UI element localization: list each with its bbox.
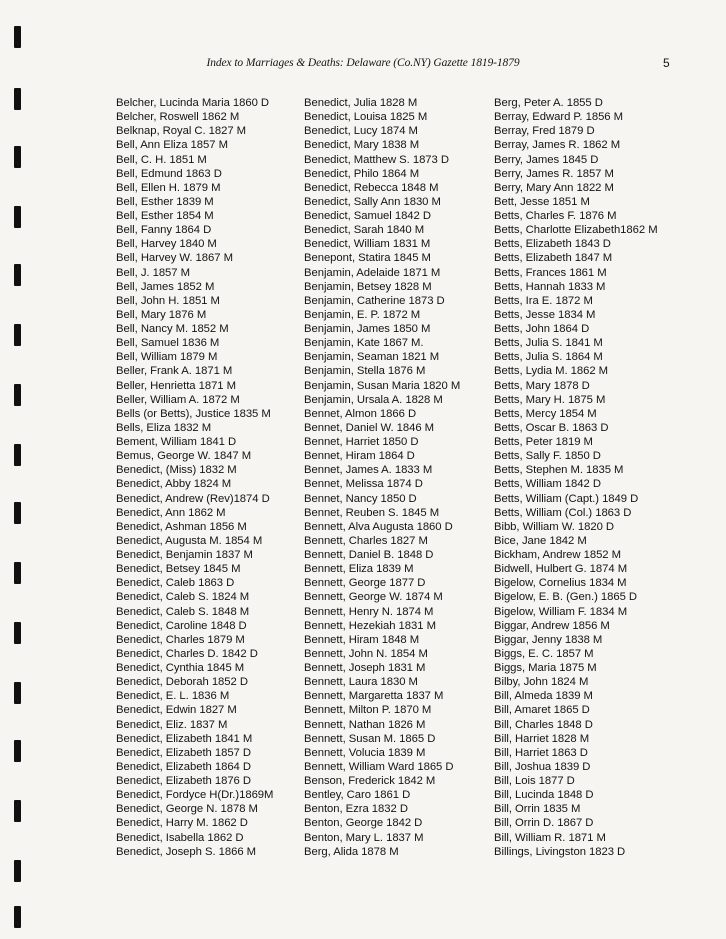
index-entry: Benedict, Mary 1838 M	[304, 139, 420, 152]
index-entry: Benedict, Andrew (Rev)1874 D	[116, 492, 270, 505]
index-entry: Beller, William A. 1872 M	[116, 393, 240, 406]
index-entry: Benton, Ezra 1832 D	[304, 803, 408, 816]
index-entry: Bennett, William Ward 1865 D	[304, 760, 454, 773]
page-number: 5	[663, 56, 670, 70]
punch-hole	[14, 682, 21, 704]
punch-hole	[14, 206, 21, 228]
index-entry: Benedict, Philo 1864 M	[304, 167, 420, 180]
index-entry: Benjamin, Betsey 1828 M	[304, 280, 432, 293]
index-entry: Bennett, Milton P. 1870 M	[304, 704, 432, 717]
index-entry: Benjamin, Stella 1876 M	[304, 365, 426, 378]
index-entry: Benson, Frederick 1842 M	[304, 775, 436, 787]
punch-hole	[14, 26, 21, 48]
index-entry: Bennett, Charles 1827 M	[304, 534, 428, 547]
index-entry: Bill, Charles 1848 D	[494, 718, 593, 731]
index-entry: Betts, William (Col.) 1863 D	[494, 506, 632, 519]
index-entry: Bill, William R. 1871 M	[494, 831, 606, 844]
index-entry: Beller, Henrietta 1871 M	[116, 379, 236, 392]
index-entry: Benedict, Caleb S. 1824 M	[116, 591, 250, 604]
index-entry: Bennet, James A. 1833 M	[304, 464, 433, 477]
index-entry: Benedict, George N. 1878 M	[116, 803, 258, 816]
index-entry: Bement, William 1841 D	[116, 436, 237, 448]
index-entry: Bigelow, E. B. (Gen.) 1865 D	[494, 591, 638, 604]
index-entry: Betts, John 1864 D	[494, 323, 590, 335]
index-entry: Benjamin, Adelaide 1871 M	[304, 266, 441, 279]
index-entry: Betts, Frances 1861 M	[494, 266, 607, 279]
index-entry: Bennett, Hezekiah 1831 M	[304, 619, 436, 632]
index-entry: Bill, Orrin 1835 M	[494, 803, 581, 816]
punch-hole	[14, 444, 21, 466]
index-entry: Betts, Lydia M. 1862 M	[494, 365, 609, 378]
index-entry: Bennett, Eliza 1839 M	[304, 563, 414, 576]
index-entry: Bennett, Volucia 1839 M	[304, 746, 426, 759]
index-entry: Betts, Charlotte Elizabeth1862 M	[494, 224, 658, 237]
index-entry: Benedict, Samuel 1842 D	[304, 210, 431, 222]
index-entry: Beller, Frank A. 1871 M	[116, 365, 233, 378]
index-entry: Bell, Mary 1876 M	[116, 308, 207, 321]
index-entry: Bell, Nancy M. 1852 M	[116, 323, 229, 335]
index-entry: Betts, Hannah 1833 M	[494, 280, 606, 293]
index-entry: Biggs, E. C. 1857 M	[494, 647, 594, 660]
index-entry: Bell, Esther 1854 M	[116, 210, 214, 222]
index-entry: Benedict, Sarah 1840 M	[304, 224, 425, 237]
index-entry: Benedict, Edwin 1827 M	[116, 704, 237, 717]
index-entry: Biggs, Maria 1875 M	[494, 662, 597, 674]
punch-hole	[14, 324, 21, 346]
index-entry: Bell, William 1879 M	[116, 351, 218, 364]
index-entry: Benedict, Betsey 1845 M	[116, 563, 241, 576]
index-entry: Bell, Ellen H. 1879 M	[116, 181, 221, 194]
index-entry: Betts, Julia S. 1864 M	[494, 351, 603, 364]
index-entry: Bennett, Alva Augusta 1860 D	[304, 520, 453, 533]
index-entry: Bennett, Henry N. 1874 M	[304, 605, 434, 618]
index-entry: Berg, Peter A. 1855 D	[494, 97, 603, 109]
index-entry: Benjamin, Seaman 1821 M	[304, 351, 440, 364]
index-entry: Bell, J. 1857 M	[116, 266, 190, 279]
index-entry: Bell, Esther 1839 M	[116, 195, 214, 208]
index-entry: Bill, Harriet 1863 D	[494, 746, 588, 759]
index-entry: Benedict, Caroline 1848 D	[116, 619, 247, 632]
index-entry: Bell, Samuel 1836 M	[116, 337, 220, 350]
index-entry: Betts, Elizabeth 1847 M	[494, 252, 613, 265]
index-entry: Benedict, William 1831 M	[304, 238, 431, 251]
index-entry: Benjamin, Susan Maria 1820 M	[304, 379, 461, 392]
index-entry: Betts, Mary H. 1875 M	[494, 393, 606, 406]
index-entry: Benedict, Elizabeth 1841 M	[116, 732, 253, 745]
index-entry: Berg, Alida 1878 M	[304, 845, 399, 858]
page-title: Index to Marriages & Deaths: Delaware (Co.NY) Gazette 1819-1879	[206, 57, 520, 69]
index-entry: Bill, Amaret 1865 D	[494, 704, 590, 717]
index-entry: Benedict, Ann 1862 M	[116, 506, 226, 519]
index-entry: Betts, Oscar B. 1863 D	[494, 421, 609, 434]
index-entry: Benedict, Joseph S. 1866 M	[116, 845, 256, 858]
index-entry: Bennett, George 1877 D	[304, 577, 426, 590]
index-entry: Bells (or Betts), Justice 1835 M	[116, 407, 271, 420]
index-entry: Bell, C. H. 1851 M	[116, 153, 207, 166]
punch-hole	[14, 146, 21, 168]
index-entry: Benedict, Augusta M. 1854 M	[116, 534, 263, 547]
index-entry: Benedict, Elizabeth 1864 D	[116, 760, 251, 773]
index-entry: Benjamin, Catherine 1873 D	[304, 294, 445, 307]
index-entry: Benedict, Lucy 1874 M	[304, 125, 418, 138]
index-entry: Bennett, Susan M. 1865 D	[304, 732, 436, 745]
index-entry: Betts, Elizabeth 1843 D	[494, 238, 611, 251]
index-entry: Bentley, Caro 1861 D	[304, 789, 411, 802]
index-entry: Bell, Edmund 1863 D	[116, 167, 222, 180]
index-entry: Benedict, Ashman 1856 M	[116, 520, 247, 533]
index-entry: Betts, Stephen M. 1835 M	[494, 464, 624, 477]
index-entry: Bett, Jesse 1851 M	[494, 195, 590, 208]
index-entry: Betts, Ira E. 1872 M	[494, 294, 593, 307]
index-entry: Bennett, Hiram 1848 M	[304, 633, 420, 646]
index-entry: Bemus, George W. 1847 M	[116, 450, 252, 463]
index-entry: Bennett, Margaretta 1837 M	[304, 690, 444, 703]
index-entry: Benedict, E. L. 1836 M	[116, 690, 230, 703]
index-entry: Benedict, Julia 1828 M	[304, 97, 418, 109]
index-entry: Benedict, Rebecca 1848 M	[304, 181, 439, 194]
index-entry: Bell, Ann Eliza 1857 M	[116, 139, 228, 152]
index-entry: Bibb, William W. 1820 D	[494, 520, 615, 533]
punch-hole	[14, 860, 21, 882]
index-entry: Benedict, Elizabeth 1857 D	[116, 746, 251, 759]
punch-hole	[14, 906, 21, 928]
index-entry: Bell, Harvey 1840 M	[116, 238, 217, 251]
index-entry: Betts, Mercy 1854 M	[494, 407, 597, 420]
index-entry: Bickham, Andrew 1852 M	[494, 549, 621, 561]
index-entry: Betts, Sally F. 1850 D	[494, 450, 601, 463]
punch-hole	[14, 562, 21, 584]
index-entry: Benjamin, James 1850 M	[304, 323, 431, 335]
index-entry: Bilby, John 1824 M	[494, 676, 589, 689]
index-entry: Betts, Mary 1878 D	[494, 379, 590, 392]
index-entry: Betts, Peter 1819 M	[494, 436, 593, 448]
index-entry: Bice, Jane 1842 M	[494, 534, 587, 547]
index-entry: Bill, Lois 1877 D	[494, 775, 575, 787]
index-entry: Belknap, Royal C. 1827 M	[116, 125, 247, 138]
index-entry: Bill, Orrin D. 1867 D	[494, 817, 594, 830]
punch-hole	[14, 740, 21, 762]
index-entry: Bigelow, William F. 1834 M	[494, 605, 628, 618]
punch-hole	[14, 384, 21, 406]
index-entry: Bennet, Harriet 1850 D	[304, 436, 419, 448]
index-entry: Benedict, Deborah 1852 D	[116, 676, 248, 689]
index-entry: Berry, Mary Ann 1822 M	[494, 181, 614, 194]
index-entry: Bennett, Daniel B. 1848 D	[304, 549, 434, 561]
index-entry: Bidwell, Hulbert G. 1874 M	[494, 563, 628, 576]
index-entry: Bell, Harvey W. 1867 M	[116, 252, 233, 265]
index-entry: Benton, George 1842 D	[304, 817, 423, 830]
index-entry: Bell, Fanny 1864 D	[116, 224, 212, 237]
index-entry: Bennett, Laura 1830 M	[304, 676, 418, 689]
index-entry: Benedict, Harry M. 1862 D	[116, 817, 248, 830]
index-entry: Bennet, Hiram 1864 D	[304, 450, 415, 463]
index-entry: Benjamin, E. P. 1872 M	[304, 308, 421, 321]
punch-hole	[14, 88, 21, 110]
punch-hole	[14, 622, 21, 644]
index-entry: Bigelow, Cornelius 1834 M	[494, 577, 627, 590]
index-entry: Benedict, Louisa 1825 M	[304, 111, 428, 124]
index-entry: Bennet, Almon 1866 D	[304, 407, 417, 420]
index-entry: Benedict, Caleb 1863 D	[116, 577, 235, 590]
index-column-3	[494, 96, 719, 859]
index-entry: Benepont, Statira 1845 M	[304, 252, 431, 265]
index-entry: Benedict, Charles 1879 M	[116, 633, 245, 646]
index-entry: Bill, Almeda 1839 M	[494, 690, 593, 703]
index-entry: Benedict, Caleb S. 1848 M	[116, 605, 250, 618]
index-entry: Benedict, Matthew S. 1873 D	[304, 153, 449, 166]
index-entry: Bennett, George W. 1874 M	[304, 591, 443, 604]
index-entry: Bennett, John N. 1854 M	[304, 647, 428, 660]
index-entry: Bennett, Nathan 1826 M	[304, 718, 426, 731]
index-column-2	[304, 96, 494, 859]
index-entry: Bill, Joshua 1839 D	[494, 760, 591, 773]
index-entry: Benedict, Elizabeth 1876 D	[116, 775, 251, 787]
index-entry: Bells, Eliza 1832 M	[116, 421, 212, 434]
index-entry: Betts, Jesse 1834 M	[494, 308, 596, 321]
index-entry: Betts, William (Capt.) 1849 D	[494, 492, 639, 505]
index-entry: Betts, William 1842 D	[494, 478, 601, 491]
punch-hole	[14, 502, 21, 524]
index-entry: Benedict, (Miss) 1832 M	[116, 464, 237, 477]
index-entry: Benedict, Cynthia 1845 M	[116, 662, 245, 674]
index-entry: Benedict, Fordyce H(Dr.)1869M	[116, 789, 274, 802]
index-column-1	[116, 96, 304, 859]
index-entry: Bill, Lucinda 1848 D	[494, 789, 594, 802]
index-entry: Billings, Livingston 1823 D	[494, 845, 626, 858]
index-entry: Berray, Fred 1879 D	[494, 125, 595, 138]
index-entry: Biggar, Jenny 1838 M	[494, 633, 603, 646]
index-entry: Betts, Charles F. 1876 M	[494, 210, 617, 222]
index-entry: Bell, James 1852 M	[116, 280, 215, 293]
index-entry: Benedict, Charles D. 1842 D	[116, 647, 258, 660]
index-entry: Bill, Harriet 1828 M	[494, 732, 590, 745]
index-entry: Bennet, Daniel W. 1846 M	[304, 421, 435, 434]
index-entry: Bell, John H. 1851 M	[116, 294, 220, 307]
index-entry: Bennet, Nancy 1850 D	[304, 492, 417, 505]
index-entry: Berry, James R. 1857 M	[494, 167, 614, 180]
index-entry: Bennet, Melissa 1874 D	[304, 478, 423, 491]
index-entry: Belcher, Roswell 1862 M	[116, 111, 240, 124]
index-entry: Benedict, Benjamin 1837 M	[116, 549, 253, 561]
index-entry: Betts, Julia S. 1841 M	[494, 337, 603, 350]
index-entry: Benton, Mary L. 1837 M	[304, 831, 424, 844]
punch-hole	[14, 800, 21, 822]
index-entry: Benjamin, Kate 1867 M.	[304, 337, 424, 350]
index-entry: Benjamin, Ursala A. 1828 M	[304, 393, 443, 406]
punch-hole	[14, 264, 21, 286]
index-entry: Biggar, Andrew 1856 M	[494, 619, 610, 632]
index-entry: Bennet, Reuben S. 1845 M	[304, 506, 440, 519]
index-entry: Benedict, Sally Ann 1830 M	[304, 195, 441, 208]
index-entry: Benedict, Abby 1824 M	[116, 478, 232, 491]
index-entry: Berray, Edward P. 1856 M	[494, 111, 623, 124]
index-entry: Benedict, Isabella 1862 D	[116, 831, 244, 844]
index-entry: Berray, James R. 1862 M	[494, 139, 621, 152]
index-entry: Berry, James 1845 D	[494, 153, 599, 166]
index-entry: Belcher, Lucinda Maria 1860 D	[116, 97, 270, 109]
index-entry: Benedict, Eliz. 1837 M	[116, 718, 228, 731]
binding-holes	[14, 0, 24, 939]
index-entry: Bennett, Joseph 1831 M	[304, 662, 426, 674]
